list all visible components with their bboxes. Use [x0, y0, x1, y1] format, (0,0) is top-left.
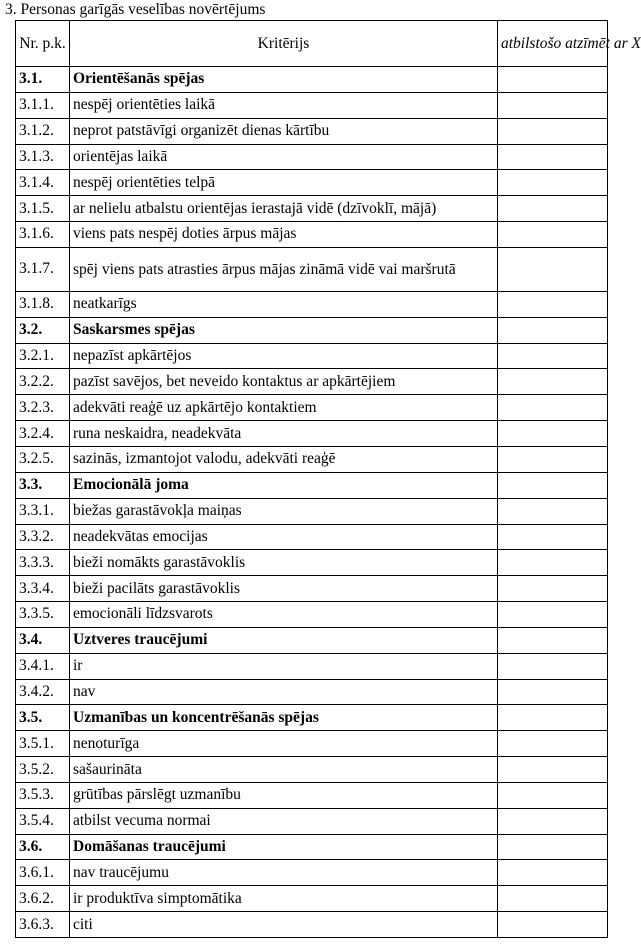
row-number: 3.2.5.: [16, 446, 70, 472]
criterion-text: orientējas laikā: [70, 144, 498, 170]
row-number: 3.2.: [16, 317, 70, 343]
table-row: [16, 602, 608, 628]
row-number: 3.1.3.: [16, 144, 70, 170]
table-row: [16, 731, 608, 757]
table-row: [16, 144, 608, 170]
section-mark-cell: [498, 472, 608, 498]
mark-cell[interactable]: [498, 343, 608, 369]
mark-cell[interactable]: [498, 144, 608, 170]
criterion-text: ir: [70, 653, 498, 679]
table-row: [16, 196, 608, 222]
table-row: [16, 679, 608, 705]
row-number: 3.3.: [16, 472, 70, 498]
section-mark-cell: [498, 627, 608, 653]
row-number: 3.1.1.: [16, 92, 70, 118]
table-row: [16, 446, 608, 472]
table-header-row: [16, 21, 608, 67]
mark-cell[interactable]: [498, 369, 608, 395]
section-heading: Saskarsmes spējas: [70, 317, 498, 343]
mark-cell[interactable]: [498, 679, 608, 705]
row-number: 3.2.1.: [16, 343, 70, 369]
section-mark-cell: [498, 705, 608, 731]
criterion-text: bieži nomākts garastāvoklis: [70, 550, 498, 576]
mark-cell[interactable]: [498, 602, 608, 628]
mark-cell[interactable]: [498, 860, 608, 886]
row-number: 3.1.6.: [16, 222, 70, 248]
row-number: 3.4.2.: [16, 679, 70, 705]
mark-cell[interactable]: [498, 653, 608, 679]
mark-cell[interactable]: [498, 912, 608, 938]
mark-cell[interactable]: [498, 550, 608, 576]
row-number: 3.5.2.: [16, 757, 70, 783]
table-row: [16, 886, 608, 912]
table-row: [16, 550, 608, 576]
criterion-text: nenoturīga: [70, 731, 498, 757]
row-number: 3.2.3.: [16, 395, 70, 421]
section-heading: Domāšanas traucējumi: [70, 834, 498, 860]
criterion-text: emocionāli līdzsvarots: [70, 602, 498, 628]
criterion-text: nespēj orientēties telpā: [70, 170, 498, 196]
criterion-text: sazinās, izmantojot valodu, adekvāti reaģē: [70, 446, 498, 472]
table-row: [16, 808, 608, 834]
mark-cell[interactable]: [498, 395, 608, 421]
table-row: [16, 92, 608, 118]
mark-cell[interactable]: [498, 291, 608, 317]
row-number: 3.1.2.: [16, 118, 70, 144]
section-heading: Orientēšanās spējas: [70, 67, 498, 93]
table-row: [16, 912, 608, 938]
section-mark-cell: [498, 834, 608, 860]
criterion-text: grūtības pārslēgt uzmanību: [70, 782, 498, 808]
criteria-table: [15, 20, 641, 938]
mark-cell[interactable]: [498, 498, 608, 524]
document-title: 3. Personas garīgās veselības novērtējums: [5, 1, 266, 18]
row-number: 3.2.4.: [16, 421, 70, 447]
criterion-text: nav traucējumu: [70, 860, 498, 886]
table-row: [16, 247, 608, 291]
table-row: [16, 395, 608, 421]
criterion-text: ar nelielu atbalstu orientējas ierastajā vidē (dzīvoklī, mājā): [70, 196, 498, 222]
row-number: 3.6.3.: [16, 912, 70, 938]
mark-cell[interactable]: [498, 576, 608, 602]
row-number: 3.1.: [16, 67, 70, 93]
header-nr: Nr. p.k.: [16, 21, 70, 67]
criterion-text: atbilst vecuma normai: [70, 808, 498, 834]
criterion-text: pazīst savējos, bet neveido kontaktus ar apkārtējiem: [70, 369, 498, 395]
criterion-text: neadekvātas emocijas: [70, 524, 498, 550]
section-row: [16, 67, 608, 93]
criterion-text: viens pats nespēj doties ārpus mājas: [70, 222, 498, 248]
row-number: 3.6.1.: [16, 860, 70, 886]
criterion-text: nepazīst apkārtējos: [70, 343, 498, 369]
row-number: 3.1.8.: [16, 291, 70, 317]
mark-cell[interactable]: [498, 92, 608, 118]
criterion-text: sašaurināta: [70, 757, 498, 783]
table-row: [16, 524, 608, 550]
mark-cell[interactable]: [498, 170, 608, 196]
table-row: [16, 576, 608, 602]
mark-cell[interactable]: [498, 222, 608, 248]
section-heading: Emocionālā joma: [70, 472, 498, 498]
mark-cell[interactable]: [498, 731, 608, 757]
section-mark-cell: [498, 317, 608, 343]
mark-cell[interactable]: [498, 524, 608, 550]
row-number: 3.1.4.: [16, 170, 70, 196]
row-number: 3.5.1.: [16, 731, 70, 757]
section-row: [16, 627, 608, 653]
mark-cell[interactable]: [498, 446, 608, 472]
criterion-text: spēj viens pats atrasties ārpus mājas zināmā vidē vai maršrutā: [70, 247, 498, 291]
criterion-text: biežas garastāvokļa maiņas: [70, 498, 498, 524]
criterion-text: neatkarīgs: [70, 291, 498, 317]
row-number: 3.5.4.: [16, 808, 70, 834]
row-number: 3.5.: [16, 705, 70, 731]
mark-cell[interactable]: [498, 196, 608, 222]
row-number: 3.3.5.: [16, 602, 70, 628]
row-number: 3.3.3.: [16, 550, 70, 576]
mark-cell[interactable]: [498, 118, 608, 144]
table-row: [16, 653, 608, 679]
mark-cell[interactable]: [498, 782, 608, 808]
row-number: 3.6.: [16, 834, 70, 860]
header-criterion: Kritērijs: [70, 21, 498, 67]
table-row: [16, 291, 608, 317]
mark-cell[interactable]: [498, 886, 608, 912]
section-row: [16, 317, 608, 343]
section-row: [16, 705, 608, 731]
criterion-text: neprot patstāvīgi organizēt dienas kārtību: [70, 118, 498, 144]
table-body: [16, 67, 608, 938]
row-number: 3.3.4.: [16, 576, 70, 602]
table-row: [16, 343, 608, 369]
section-row: [16, 834, 608, 860]
criterion-text: adekvāti reaģē uz apkārtējo kontaktiem: [70, 395, 498, 421]
table-row: [16, 757, 608, 783]
section-heading: Uztveres traucējumi: [70, 627, 498, 653]
table-row: [16, 369, 608, 395]
table-row: [16, 782, 608, 808]
row-number: 3.3.1.: [16, 498, 70, 524]
row-number: 3.5.3.: [16, 782, 70, 808]
section-heading: Uzmanības un koncentrēšanās spējas: [70, 705, 498, 731]
table-row: [16, 170, 608, 196]
table-row: [16, 498, 608, 524]
row-number: 3.6.2.: [16, 886, 70, 912]
section-mark-cell: [498, 67, 608, 93]
table-row: [16, 222, 608, 248]
mark-cell[interactable]: [498, 247, 608, 291]
mark-cell[interactable]: [498, 421, 608, 447]
table-row: [16, 860, 608, 886]
row-number: 3.4.1.: [16, 653, 70, 679]
mark-cell[interactable]: [498, 808, 608, 834]
criterion-text: ir produktīva simptomātika: [70, 886, 498, 912]
row-number: 3.2.2.: [16, 369, 70, 395]
row-number: 3.4.: [16, 627, 70, 653]
row-number: 3.3.2.: [16, 524, 70, 550]
section-row: [16, 472, 608, 498]
mark-cell[interactable]: [498, 757, 608, 783]
header-mark: atbilstošo atzīmēt ar X: [498, 21, 608, 67]
row-number: 3.1.7.: [16, 247, 70, 291]
row-number: 3.1.5.: [16, 196, 70, 222]
criterion-text: bieži pacilāts garastāvoklis: [70, 576, 498, 602]
criterion-text: runa neskaidra, neadekvāta: [70, 421, 498, 447]
criterion-text: nespēj orientēties laikā: [70, 92, 498, 118]
criterion-text: nav: [70, 679, 498, 705]
criterion-text: citi: [70, 912, 498, 938]
table-row: [16, 421, 608, 447]
table-row: [16, 118, 608, 144]
